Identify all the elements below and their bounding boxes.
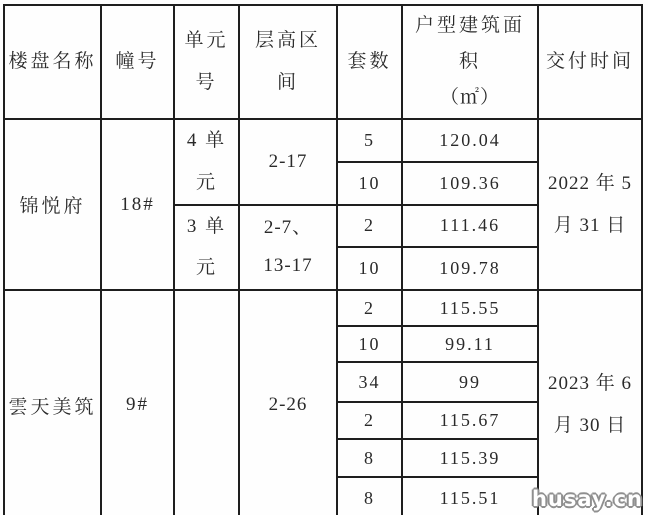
unit-no-cell — [174, 205, 239, 291]
delivery-cell — [538, 290, 642, 515]
area-cell: 111.46 — [402, 205, 538, 247]
building-no-cell: 9# — [101, 290, 174, 515]
header-delivery-label: 交付时间 — [545, 51, 634, 73]
table-row — [4, 119, 642, 162]
table-row — [4, 290, 642, 326]
project-name-cell: 锦悦府 — [4, 119, 101, 290]
unit-count-cell: 8 — [337, 439, 402, 477]
area-cell: 109.78 — [402, 247, 538, 290]
header-building-no — [101, 5, 174, 119]
unit-count-cell: 8 — [337, 477, 402, 515]
area-cell: 99.11 — [402, 326, 538, 362]
header-unit-count — [337, 5, 402, 119]
delivery-cell — [538, 119, 642, 290]
floor-range-cell — [239, 290, 337, 515]
unit-count-cell: 2 — [337, 205, 402, 247]
unit-no-cell — [174, 290, 239, 515]
unit-count-cell: 34 — [337, 362, 402, 402]
header-unit-no — [174, 5, 239, 119]
housing-table — [3, 4, 643, 515]
header-area-label: 户型建筑面积 — [414, 14, 525, 72]
header-floor-range-label: 层高区间 — [254, 30, 321, 93]
header-floor-range — [239, 5, 337, 119]
header-area-unit: （㎡） — [439, 87, 500, 109]
area-cell: 99 — [402, 362, 538, 402]
floor-range-value: 2-17 — [268, 150, 308, 172]
floor-range-cell — [239, 119, 337, 205]
unit-no-cell — [174, 119, 239, 205]
unit-count-cell: 2 — [337, 402, 402, 439]
building-no-cell: 18# — [101, 119, 174, 290]
unit-count-cell: 10 — [337, 162, 402, 205]
unit-no-value: 4 单元 — [186, 130, 227, 193]
delivery-value: 2023 年 6 月 30 日 — [547, 373, 632, 437]
unit-count-cell: 2 — [337, 290, 402, 326]
floor-range-value: 2-7、13-17 — [263, 217, 313, 277]
unit-count-cell: 10 — [337, 247, 402, 290]
area-cell: 109.36 — [402, 162, 538, 205]
header-project-name-label: 楼盘名称 — [8, 51, 97, 73]
area-cell: 115.39 — [402, 439, 538, 477]
watermark-logo: husay.cn — [531, 487, 643, 511]
area-cell: 115.55 — [402, 290, 538, 326]
area-cell: 115.51 — [402, 477, 538, 515]
unit-count-cell: 10 — [337, 326, 402, 362]
table-header-row — [4, 5, 642, 119]
area-cell: 115.67 — [402, 402, 538, 439]
delivery-value: 2022 年 5 月 31 日 — [547, 172, 632, 236]
unit-no-value: 3 单元 — [186, 215, 227, 279]
project-name-cell: 雲天美筑 — [4, 290, 101, 515]
header-delivery — [538, 5, 642, 119]
header-unit-no-label: 单元号 — [184, 30, 229, 93]
area-cell: 120.04 — [402, 119, 538, 162]
floor-range-cell — [239, 205, 337, 291]
header-project-name — [4, 5, 101, 119]
header-area — [402, 5, 538, 119]
unit-count-cell: 5 — [337, 119, 402, 162]
header-building-no-label: 幢号 — [115, 51, 160, 73]
floor-range-value: 2-26 — [268, 394, 308, 416]
header-unit-count-label: 套数 — [347, 51, 392, 73]
